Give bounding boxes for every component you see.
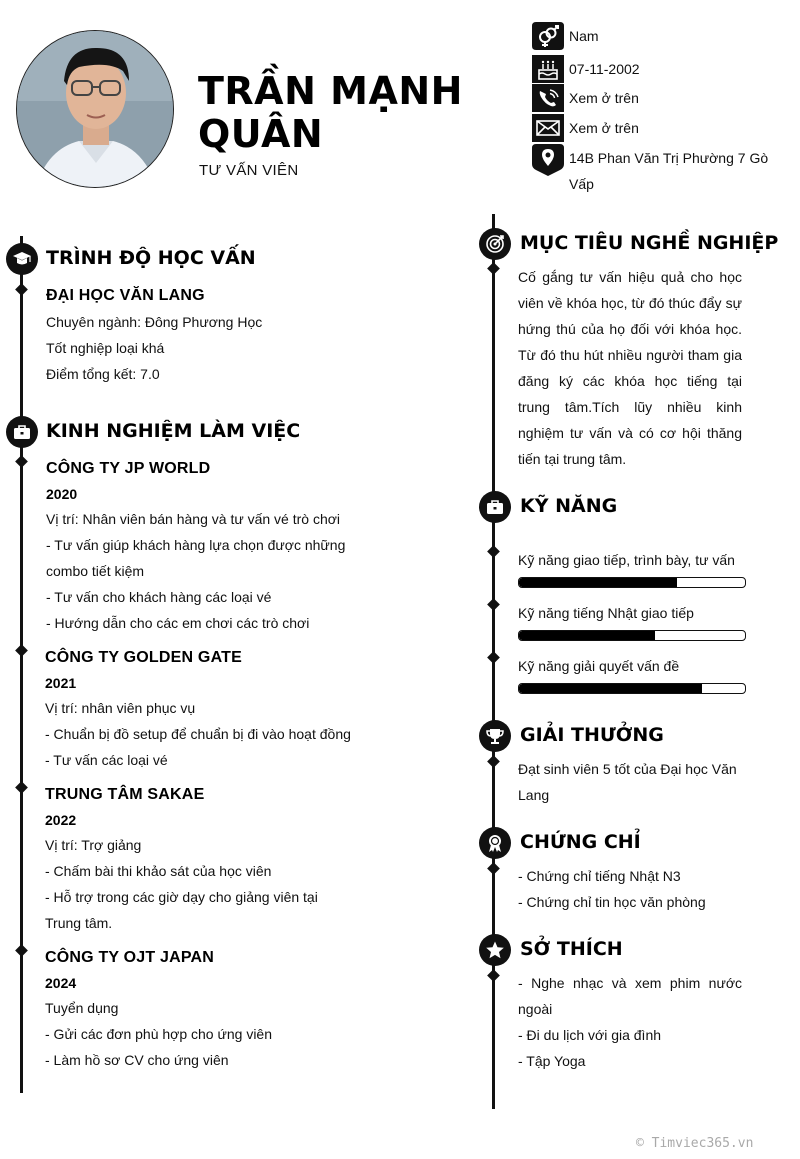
timeline-marker	[487, 598, 500, 611]
timeline-marker	[487, 651, 500, 664]
job-line: Vị trí: Trợ giảng	[45, 837, 142, 853]
education-title: TRÌNH ĐỘ HỌC VẤN	[46, 247, 256, 269]
timeline-marker	[487, 262, 500, 275]
education-line: Điểm tổng kết: 7.0	[46, 366, 160, 382]
gender-text: Nam	[569, 28, 599, 44]
skill-label: Kỹ năng giải quyết vấn đề	[518, 658, 680, 674]
contact-email	[532, 114, 782, 144]
education-line: Chuyên ngành: Đông Phương Học	[46, 314, 263, 330]
hobby-item: - Đi du lịch với gia đình	[518, 1027, 662, 1043]
skill-label: Kỹ năng giao tiếp, trình bày, tư vấn	[518, 552, 735, 568]
hobbies-section-icon	[479, 934, 511, 966]
job-line: - Hỗ trợ trong các giờ dạy cho giảng viên tại	[45, 889, 318, 905]
awards-section-icon	[479, 720, 511, 752]
contact-gender	[532, 22, 782, 52]
job-line: - Làm hồ sơ CV cho ứng viên	[45, 1052, 229, 1068]
contact-phone	[532, 84, 782, 114]
job-line: Trung tâm.	[45, 915, 113, 931]
star-icon	[485, 940, 505, 960]
timeline-marker	[487, 862, 500, 875]
job-line: Vị trí: nhân viên phục vụ	[45, 700, 196, 716]
candidate-name: TRẦN MẠNH QUÂN	[198, 69, 463, 156]
experience-section-icon	[6, 416, 38, 448]
copyright-watermark: © Timviec365.vn	[636, 1136, 754, 1151]
awards-title: GIẢI THƯỞNG	[520, 724, 664, 746]
objective-title: MỤC TIÊU NGHỀ NGHIỆP	[520, 232, 779, 254]
job-line: - Hướng dẫn cho các em chơi các trò chơi	[46, 615, 310, 631]
awards-text: Đạt sinh viên 5 tốt của Đại học Văn Lang	[518, 761, 737, 803]
birthday-cake-icon	[532, 55, 564, 83]
graduation-cap-icon	[12, 249, 32, 269]
skill-bar	[518, 630, 746, 641]
skill-bar-fill	[519, 631, 655, 640]
contact-birthday	[532, 55, 782, 85]
email-icon	[532, 114, 564, 142]
job-line: - Tư vấn các loại vé	[45, 752, 168, 768]
objective-text: Cố gắng tư vấn hiệu quả cho học viên về khóa học, từ đó thúc đẩy sự hứng thú của họ đối với khóa học. Từ đó thu hút nhiều người tham gia đăng ký các khóa học tiếng tại trung tâm.Tích lũy nhiều kinh nghiệm tư vấn và có cơ hội thăng tiến tại trung tâm.	[518, 269, 742, 467]
skills-section-icon	[479, 491, 511, 523]
education-section-icon	[6, 243, 38, 275]
timeline-marker	[15, 644, 28, 657]
job-year: 2021	[45, 675, 77, 691]
profile-photo	[16, 30, 174, 188]
contact-address	[532, 144, 782, 200]
timeline-marker	[15, 455, 28, 468]
job-line: - Chấm bài thi khảo sát của học viên	[45, 863, 272, 879]
timeline-marker	[15, 283, 28, 296]
company-name: CÔNG TY GOLDEN GATE	[45, 649, 242, 666]
hobby-item: - Tập Yoga	[518, 1053, 586, 1069]
job-line: combo tiết kiệm	[46, 563, 145, 579]
objective-section-icon	[479, 228, 511, 260]
job-line: - Tư vấn giúp khách hàng lựa chọn được những	[46, 537, 346, 553]
person-portrait	[17, 31, 174, 188]
briefcase-icon	[12, 422, 32, 442]
certificates-title: CHỨNG CHỈ	[520, 831, 641, 853]
job-year: 2022	[45, 812, 77, 828]
left-timeline	[20, 236, 23, 1093]
target-icon	[485, 234, 505, 254]
gender-icon	[532, 22, 564, 50]
timeline-marker	[487, 545, 500, 558]
timeline-marker	[487, 969, 500, 982]
company-name: TRUNG TÂM SAKAE	[45, 786, 205, 803]
phone-icon	[532, 84, 564, 112]
birthday-text: 07-11-2002	[569, 61, 640, 77]
timeline-marker	[15, 781, 28, 794]
skills-title: KỸ NĂNG	[520, 495, 618, 517]
job-line: Vị trí: Nhân viên bán hàng và tư vấn vé trò chơi	[46, 511, 341, 527]
skill-label: Kỹ năng tiếng Nhật giao tiếp	[518, 605, 694, 621]
skill-bar-fill	[519, 684, 702, 693]
certificates-section-icon	[479, 827, 511, 859]
timeline-marker	[15, 944, 28, 957]
school-name: ĐẠI HỌC VĂN LANG	[46, 287, 205, 304]
company-name: CÔNG TY OJT JAPAN	[45, 949, 215, 966]
job-year: 2024	[45, 975, 77, 991]
company-name: CÔNG TY JP WORLD	[46, 460, 211, 477]
address-text: 14B Phan Văn Trị Phường 7 Gò Vấp	[569, 150, 769, 192]
job-line: - Chuẩn bị đồ setup để chuẩn bị đi vào hoạt đồng	[45, 726, 351, 742]
hobby-item: - Nghe nhạc và xem phim nước ngoài	[518, 975, 742, 1017]
medal-icon	[485, 833, 505, 853]
trophy-icon	[485, 726, 505, 746]
timeline-marker	[487, 755, 500, 768]
briefcase-icon	[485, 497, 505, 517]
skill-bar	[518, 683, 746, 694]
job-line: - Tư vấn cho khách hàng các loại vé	[46, 589, 272, 605]
skill-bar-fill	[519, 578, 677, 587]
skill-bar	[518, 577, 746, 588]
location-pin-icon	[532, 144, 564, 176]
certificate-item: - Chứng chỉ tin học văn phòng	[518, 894, 706, 910]
hobbies-title: SỞ THÍCH	[520, 938, 623, 960]
education-line: Tốt nghiệp loại khá	[46, 340, 165, 356]
experience-title: KINH NGHIỆM LÀM VIỆC	[46, 420, 301, 442]
job-title: TƯ VẤN VIÊN	[199, 162, 299, 179]
job-year: 2020	[46, 486, 78, 502]
certificate-item: - Chứng chỉ tiếng Nhật N3	[518, 868, 681, 884]
job-line: - Gửi các đơn phù hợp cho ứng viên	[45, 1026, 273, 1042]
email-text[interactable]: Xem ở trên	[569, 120, 639, 136]
phone-text[interactable]: Xem ở trên	[569, 90, 639, 106]
job-line: Tuyển dụng	[45, 1000, 119, 1016]
